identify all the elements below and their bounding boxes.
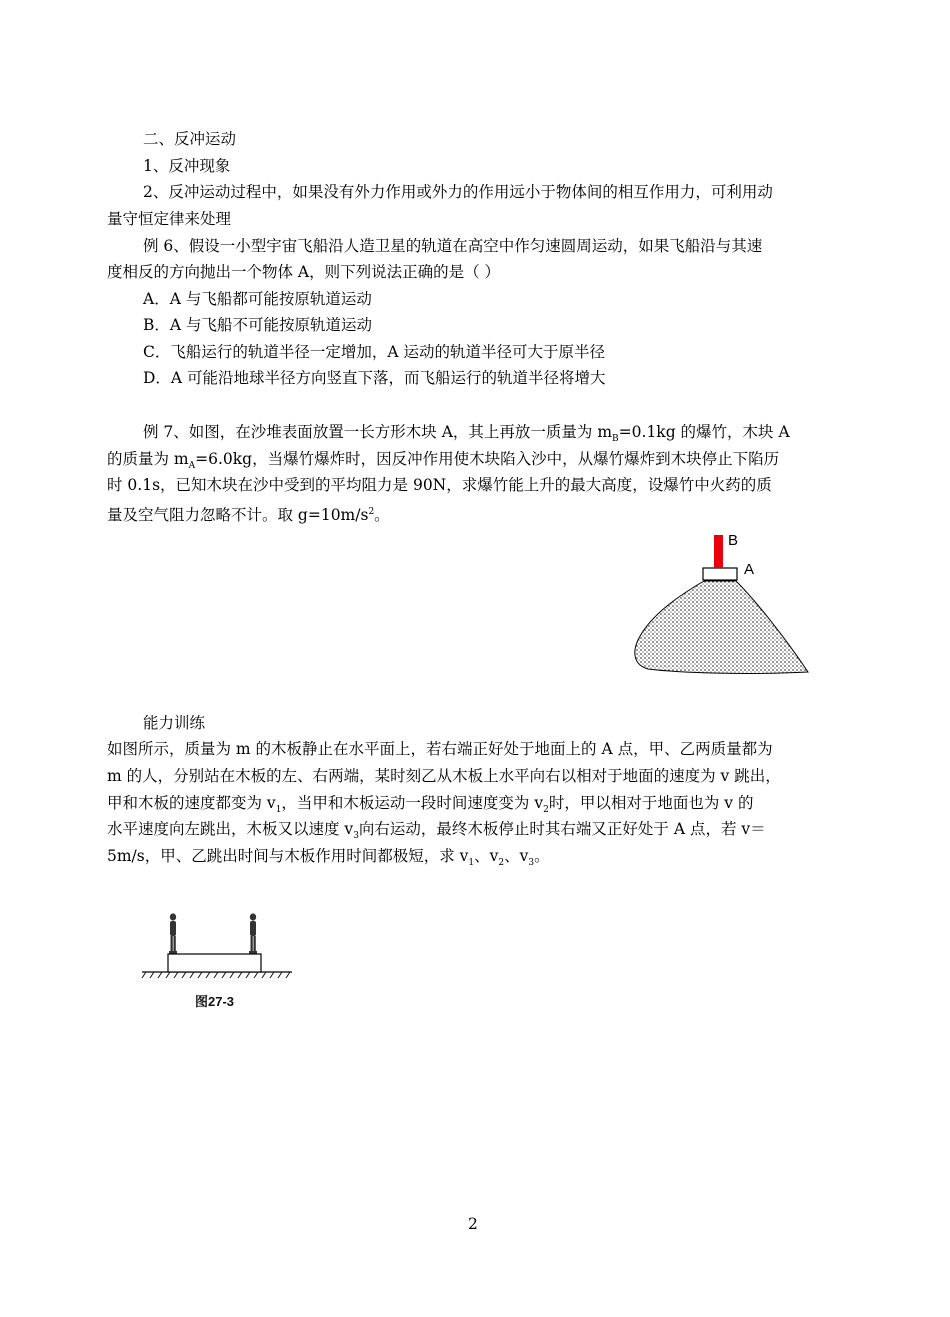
example7-line-3: 时 0.1s，已知木块在沙中受到的平均阻力是 90N，求爆竹能上升的最大高度，设爆竹中火药的质 (107, 476, 772, 494)
label-b: B (728, 532, 739, 549)
example7-line-2: 的质量为 $m_A=6.0kg$，当爆竹爆炸时，因反冲作用使木块陷入沙中，从爆竹爆炸到木块停止下陷历 (107, 450, 780, 472)
training-line-2: m 的人，分别站在木板的左、右两端，某时刻乙从木板上水平向右以相对于地面的速度为 v 跳出， (107, 767, 781, 785)
section-item-2-line-2: 量守恒定律来处理 (107, 210, 232, 228)
example6-line-1: 例 6、假设一小型宇宙飞船沿人造卫星的轨道在高空中作匀速圆周运动，如果飞船沿与其速 (143, 237, 763, 255)
wooden-board (168, 954, 261, 972)
figure-caption: 图27-3 (195, 994, 235, 1009)
board-figure (138, 905, 298, 1015)
training-line-3: 甲和木板的速度都变为 $v_1$，当甲和木板运动一段时间速度变为 $v_2$时，甲以相对于地面也为 v 的 (107, 794, 754, 816)
example6-option-c: C．飞船运行的轨道半径一定增加，A 运动的轨道半径可大于原半径 (143, 343, 605, 361)
training-heading: 能力训练 (143, 714, 206, 732)
block-a (703, 568, 737, 580)
sand-pile (635, 581, 808, 673)
example7-line-1: 例 7、如图，在沙堆表面放置一长方形木块 A，其上再放一质量为 $m_B=0.1kg$ 的爆竹，木块 A (143, 423, 790, 445)
section-heading: 二、反冲运动 (143, 130, 237, 148)
section-item-1: 1、反冲现象 (143, 157, 231, 175)
page-number: 2 (468, 1215, 478, 1233)
example6-option-d: D．A 可能沿地球半径方向竖直下落，而飞船运行的轨道半径将增大 (143, 369, 606, 387)
ground-hatching (142, 972, 290, 978)
training-line-1: 如图所示，质量为 m 的木板静止在水平面上，若右端正好处于地面上的 A 点，甲、乙两质量都为 (107, 740, 773, 758)
training-line-5: 5m/s，甲、乙跳出时间与木板作用时间都极短，求 $v_1$、$v_2$、$v_3$。 (107, 847, 550, 869)
example6-option-b: B．A 与飞船不可能按原轨道运动 (143, 316, 373, 334)
firecracker-b (714, 535, 723, 568)
training-line-4: 水平速度向左跳出，木板又以速度 $v_3$向右运动，最终木板停止时其右端又正好处于 A 点，若 v＝ (107, 820, 766, 842)
section-item-2-line-1: 2、反冲运动过程中，如果没有外力作用或外力的作用远小于物体间的相互作用力，可利用动 (143, 183, 773, 201)
person-jia (169, 913, 177, 953)
example6-option-a: A．A 与飞船都可能按原轨道运动 (143, 290, 372, 308)
sandpile-figure (620, 525, 820, 685)
label-a: A (744, 561, 755, 578)
example7-line-4: 量及空气阻力忽略不计。取 $g=10m/s^2$。 (107, 506, 390, 525)
person-yi (249, 913, 257, 953)
example6-line-2: 度相反的方向抛出一个物体 A，则下列说法正确的是（ ） (107, 263, 501, 281)
